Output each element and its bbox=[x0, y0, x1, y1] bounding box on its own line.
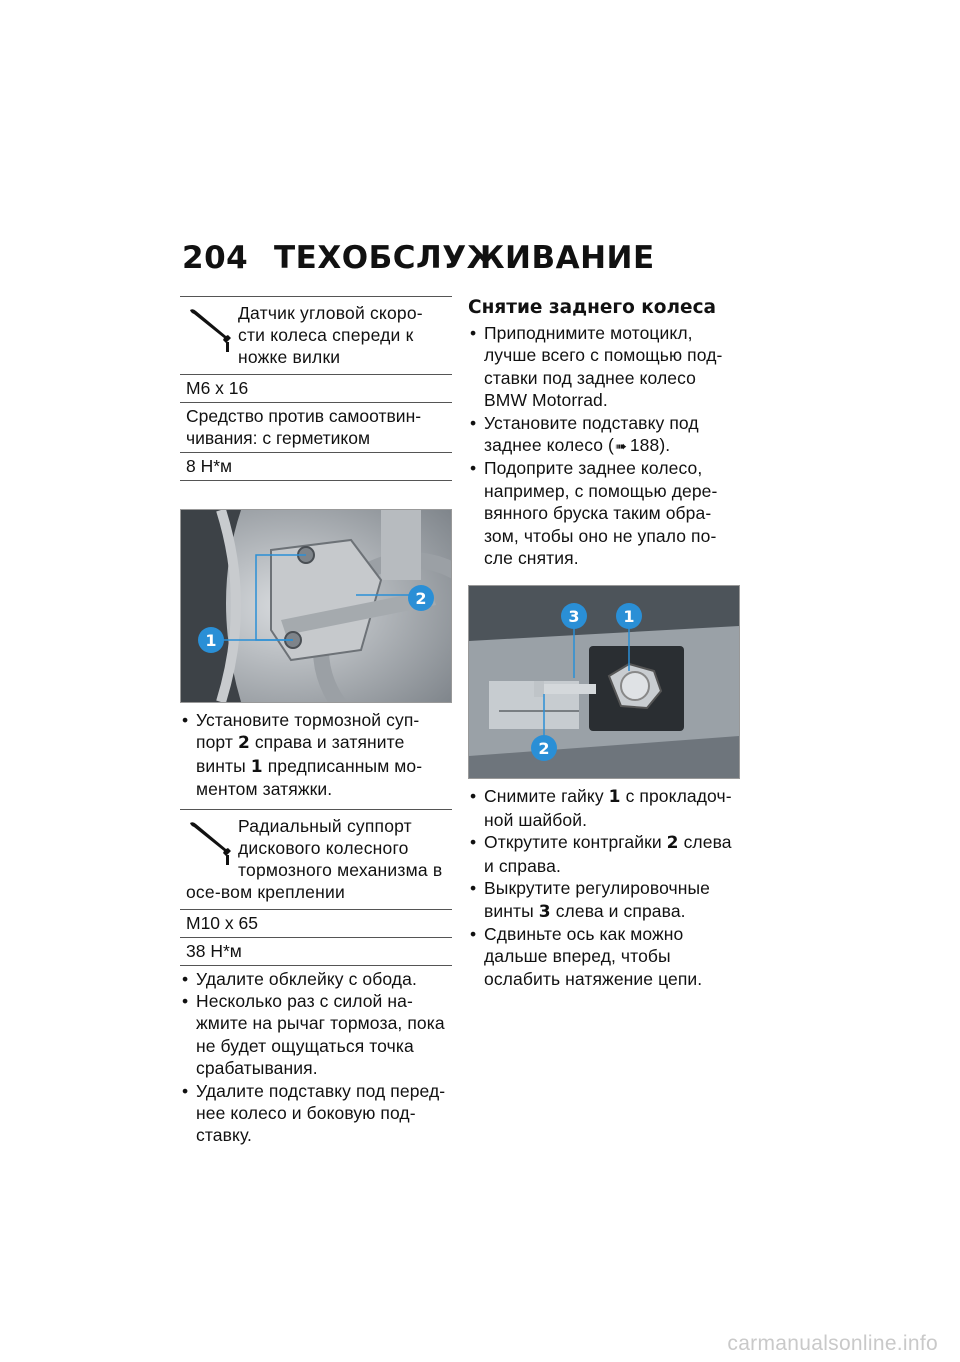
callout-1-label: 1 bbox=[205, 631, 217, 650]
list-item: • Установите подставку под заднее колесо (➠ 188). bbox=[468, 412, 740, 458]
list-item: • Сдвиньте ось как можно дальше вперед, чтобы ослабить натяжение цепи. bbox=[470, 923, 703, 989]
steps-list-rear-prep bbox=[468, 322, 740, 569]
callout-2-icon bbox=[531, 735, 557, 761]
list-item: • Приподнимите мотоцикл, лучше всего с помощью под-ставки под заднее колесо BMW Motorrad. bbox=[470, 323, 723, 411]
steps-list-caliper bbox=[180, 709, 452, 801]
brake-caliper-illustration bbox=[181, 510, 451, 702]
list-item: • Установите тормозной суп-порт 2 справа и затяните винты 1 предписанным мо-ментом затяжки. bbox=[182, 710, 423, 800]
torque-desc: Радиальный суппорт дискового колесного тормозного механизма в осе-вом креплении bbox=[186, 815, 443, 902]
page-header bbox=[182, 240, 782, 280]
torque-table-caliper bbox=[180, 809, 452, 966]
page-number: 204 bbox=[182, 240, 249, 276]
torque-agent: Средство против самоотвин-чивания: с герметиком bbox=[180, 402, 452, 452]
torque-desc: Датчик угловой скоро-сти колеса спереди к ножке вилки bbox=[238, 303, 423, 367]
list-item: • Удалите подставку под перед-нее колесо и боковую под-ставку. bbox=[182, 1080, 446, 1146]
list-item: • Несколько раз с силой на-жмите на рычаг тормоза, пока не будет ощущаться точка срабатывания. bbox=[182, 991, 445, 1079]
callout-1-icon bbox=[616, 603, 642, 629]
page-reference-arrow-icon: ➠ bbox=[614, 438, 627, 455]
steps-list-rear-axle bbox=[468, 785, 740, 990]
callout-2-label: 2 bbox=[538, 739, 550, 759]
list-item: • Удалите обклейку с обода. bbox=[182, 968, 417, 989]
list-item: • Снимите гайку 1 с прокладоч-ной шайбой. bbox=[470, 786, 732, 830]
steps-list-front bbox=[180, 968, 452, 1147]
torque-table-header bbox=[180, 296, 452, 374]
callout-1-icon bbox=[198, 627, 224, 653]
rear-axle-photo bbox=[468, 585, 740, 779]
callout-2-icon bbox=[408, 585, 434, 611]
watermark: carmanualsonline.info bbox=[727, 1332, 938, 1355]
callout-2-label: 2 bbox=[415, 589, 427, 608]
torque-table-speed-sensor bbox=[180, 296, 452, 481]
callout-3-label: 3 bbox=[568, 607, 580, 627]
brake-caliper-photo bbox=[180, 509, 452, 703]
torque-value: 8 Н*м bbox=[180, 452, 452, 481]
list-item: • Подоприте заднее колесо, например, с помощью дере-вянного бруска таким обра-зом, чтобы оно не упало по-сле снятия. bbox=[470, 458, 718, 569]
wrench-icon bbox=[186, 302, 236, 352]
callout-3-icon bbox=[561, 603, 587, 629]
list-item: • Открутите контргайки 2 слева и справа. bbox=[470, 832, 732, 876]
rear-axle-illustration bbox=[469, 586, 739, 778]
wrench-icon bbox=[186, 815, 236, 865]
torque-value: 38 Н*м bbox=[180, 937, 452, 966]
left-column bbox=[180, 296, 452, 1147]
torque-size: M10 x 65 bbox=[180, 909, 452, 937]
right-column bbox=[468, 296, 740, 990]
torque-size: M6 x 16 bbox=[180, 374, 452, 402]
list-item: • Выкрутите регулировочные винты 3 слева и справа. bbox=[470, 878, 711, 922]
page-title: ТЕХОБСЛУЖИВАНИЕ bbox=[274, 240, 655, 276]
callout-1-label: 1 bbox=[623, 607, 635, 627]
torque-table-header bbox=[180, 809, 452, 909]
section-title: Снятие заднего колеса bbox=[468, 297, 717, 318]
page-reference[interactable]: 188). bbox=[629, 435, 671, 456]
